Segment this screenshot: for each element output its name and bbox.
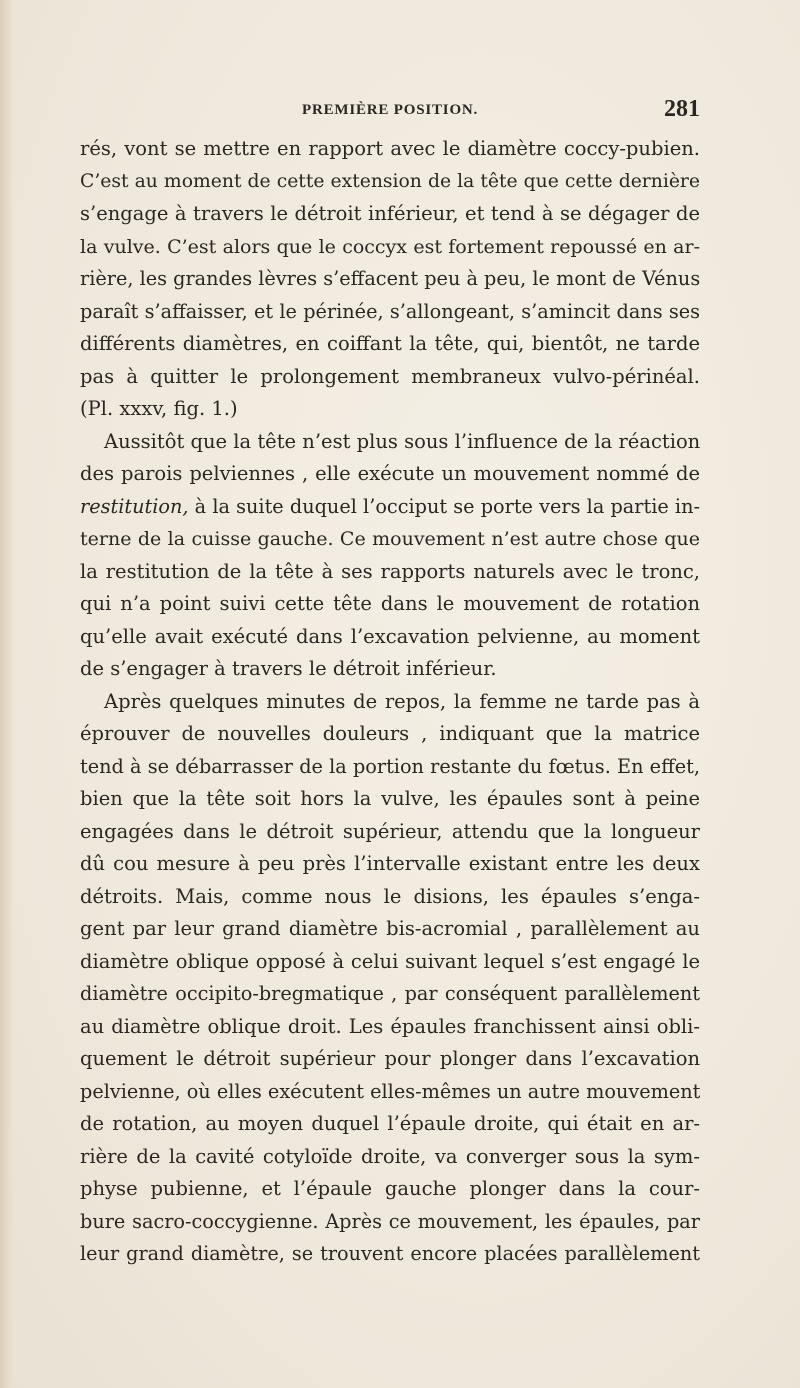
text-line: de s’engager à travers le détroit inférieur.: [80, 657, 497, 680]
text-line: la vulve. C’est alors que le coccyx est fortement repoussé en ar-: [80, 235, 700, 258]
text-line: qui n’a point suivi cette tête dans le mouvement de rotation: [80, 592, 700, 615]
text-line: rière, les grandes lèvres s’effacent peu à peu, le mont de Vénus: [80, 267, 700, 290]
page-header: [80, 96, 700, 126]
text-line: détroits. Mais, comme nous le disions, les épaules s’enga-: [80, 884, 700, 908]
text-line: des parois pelviennes , elle exécute un mouvement nommé de: [80, 462, 700, 485]
text-line: quement le détroit supérieur pour plonger dans l’excavation: [80, 1047, 700, 1070]
text-line: rière de la cavité cotyloïde droite, va converger sous la sym-: [80, 1144, 700, 1168]
text-line: engagées dans le détroit supérieur, attendu que la longueur: [80, 819, 700, 843]
text-line: rés, vont se mettre en rapport avec le diamètre coccy-pubien.: [80, 137, 700, 160]
page-gutter-shadow: [0, 0, 14, 1388]
running-title: PREMIÈRE POSITION.: [302, 102, 479, 118]
text-line: diamètre occipito-bregmatique , par conséquent parallèlement: [80, 982, 700, 1005]
text-line: dû cou mesure à peu près l’intervalle existant entre les deux: [80, 852, 700, 875]
text-line: restitution, à la suite duquel l’occiput se porte vers la partie in-: [80, 494, 700, 518]
text-line: qu’elle avait exécuté dans l’excavation pelvienne, au moment: [80, 624, 700, 648]
text-line: tend à se débarrasser de la portion restante du fœtus. En effet,: [80, 754, 700, 778]
text-line: (Pl. xxxv, fig. 1.): [80, 397, 238, 420]
text-line: différents diamètres, en coiffant la tête, qui, bientôt, ne tarde: [80, 332, 700, 355]
text-line: leur grand diamètre, se trouvent encore placées parallèlement: [80, 1242, 700, 1265]
text-line: s’engage à travers le détroit inférieur, et tend à se dégager de: [80, 202, 700, 225]
text-line: Après quelques minutes de repos, la femme ne tarde pas à: [104, 689, 700, 713]
italic-term: restitution,: [80, 494, 189, 518]
text-line: pelvienne, où elles exécutent elles-mêmes un autre mouvement: [80, 1079, 700, 1103]
text-line: bien que la tête soit hors la vulve, les épaules sont à peine: [80, 787, 700, 810]
text-line: de rotation, au moyen duquel l’épaule droite, qui était en ar-: [80, 1112, 700, 1135]
text-line: C’est au moment de cette extension de la tête que cette dernière: [80, 170, 700, 192]
text-line: au diamètre oblique droit. Les épaules franchissent ainsi obli-: [80, 1014, 700, 1038]
body-text: [80, 133, 700, 1271]
text-line: paraît s’affaisser, et le périnée, s’allongeant, s’amincit dans ses: [80, 299, 700, 323]
text-line: la restitution de la tête à ses rapports naturels avec le tronc,: [80, 559, 700, 583]
text-line: Aussitôt que la tête n’est plus sous l’influence de la réaction: [104, 429, 700, 453]
text-line: bure sacro-coccygienne. Après ce mouvement, les épaules, par: [80, 1209, 700, 1233]
text-line: physe pubienne, et l’épaule gauche plonger dans la cour-: [80, 1177, 700, 1200]
text-line: gent par leur grand diamètre bis-acromial , parallèlement au: [80, 917, 700, 940]
text-line: pas à quitter le prolongement membraneux vulvo-périnéal.: [80, 364, 700, 388]
text-line: diamètre oblique opposé à celui suivant lequel s’est engagé le: [80, 949, 700, 973]
text-line: terne de la cuisse gauche. Ce mouvement n’est autre chose que: [80, 528, 700, 550]
page-number: 281: [664, 96, 700, 122]
text-line: éprouver de nouvelles douleurs , indiquant que la matrice: [80, 722, 700, 745]
